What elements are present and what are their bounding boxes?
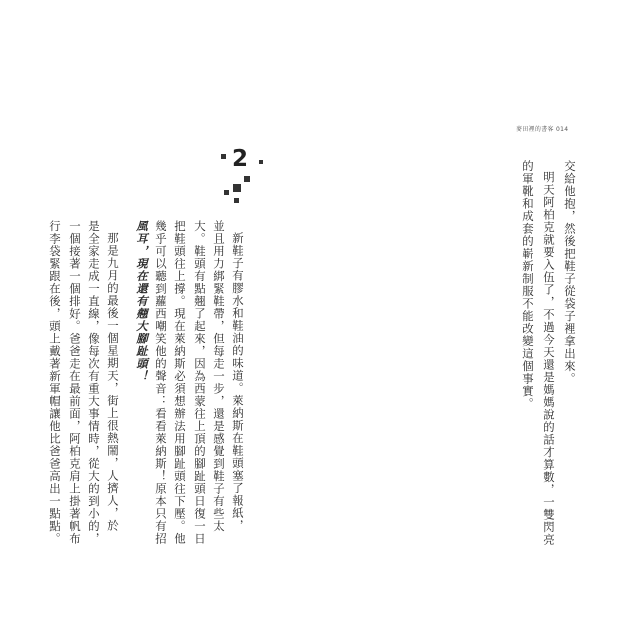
left-text-line-1: 新鞋子有膠水和鞋油的味道。萊納斯在鞋頭塞了報紙， — [231, 232, 245, 532]
right-text-line-2: 明天阿柏克就要入伍了，不過今天還是媽媽說的話才算數，一雙閃亮 — [542, 171, 556, 546]
ornament-square — [224, 190, 229, 195]
left-text-line-10: 行李袋緊跟在後，頭上戴著新軍帽讓他比爸爸高出一點點。 — [48, 220, 62, 545]
left-text-line-9: 一個接著一個排好。爸爸走在最前面，阿柏克肩上掛著帆布 — [68, 220, 82, 545]
ornament-square — [259, 160, 263, 164]
left-text-line-6: 風耳，現在還有翹大腳趾頭！ — [135, 220, 149, 383]
running-header: 麥田裡的書客 014 — [516, 126, 569, 133]
ornament-square — [244, 176, 250, 182]
left-text-line-7: 那是九月的最後一個星期天，街上很熱鬧，人擠人，於 — [106, 232, 120, 532]
left-text-line-8: 是全家走成一直線，像每次有重大事情時，從大的到小的， — [87, 220, 101, 545]
right-text-line-1: 交給他抱，然後把鞋子從袋子裡拿出來。 — [563, 160, 577, 385]
chapter-number: 2 — [232, 146, 249, 172]
left-text-line-4: 把鞋頭往上撐。現在萊納斯必須想辦法用腳趾頭往下壓。他 — [173, 220, 187, 545]
ornament-square — [221, 154, 226, 159]
ornament-square — [233, 184, 241, 192]
ornament-square — [234, 198, 239, 203]
left-text-line-5: 幾乎可以聽到蘿西嘲笑他的聲音：看看萊納斯！原本只有招 — [154, 220, 168, 545]
left-text-line-3: 大。鞋頭有點翹了起來，因為西蒙往上頂的腳趾頭日復一日 — [193, 220, 207, 545]
left-text-line-2: 並且用力綁緊鞋帶，但每走一步，還是感覺到鞋子有些太 — [212, 220, 226, 533]
right-text-line-3: 的軍靴和成套的嶄新制服不能改變這個事實。 — [521, 160, 535, 410]
